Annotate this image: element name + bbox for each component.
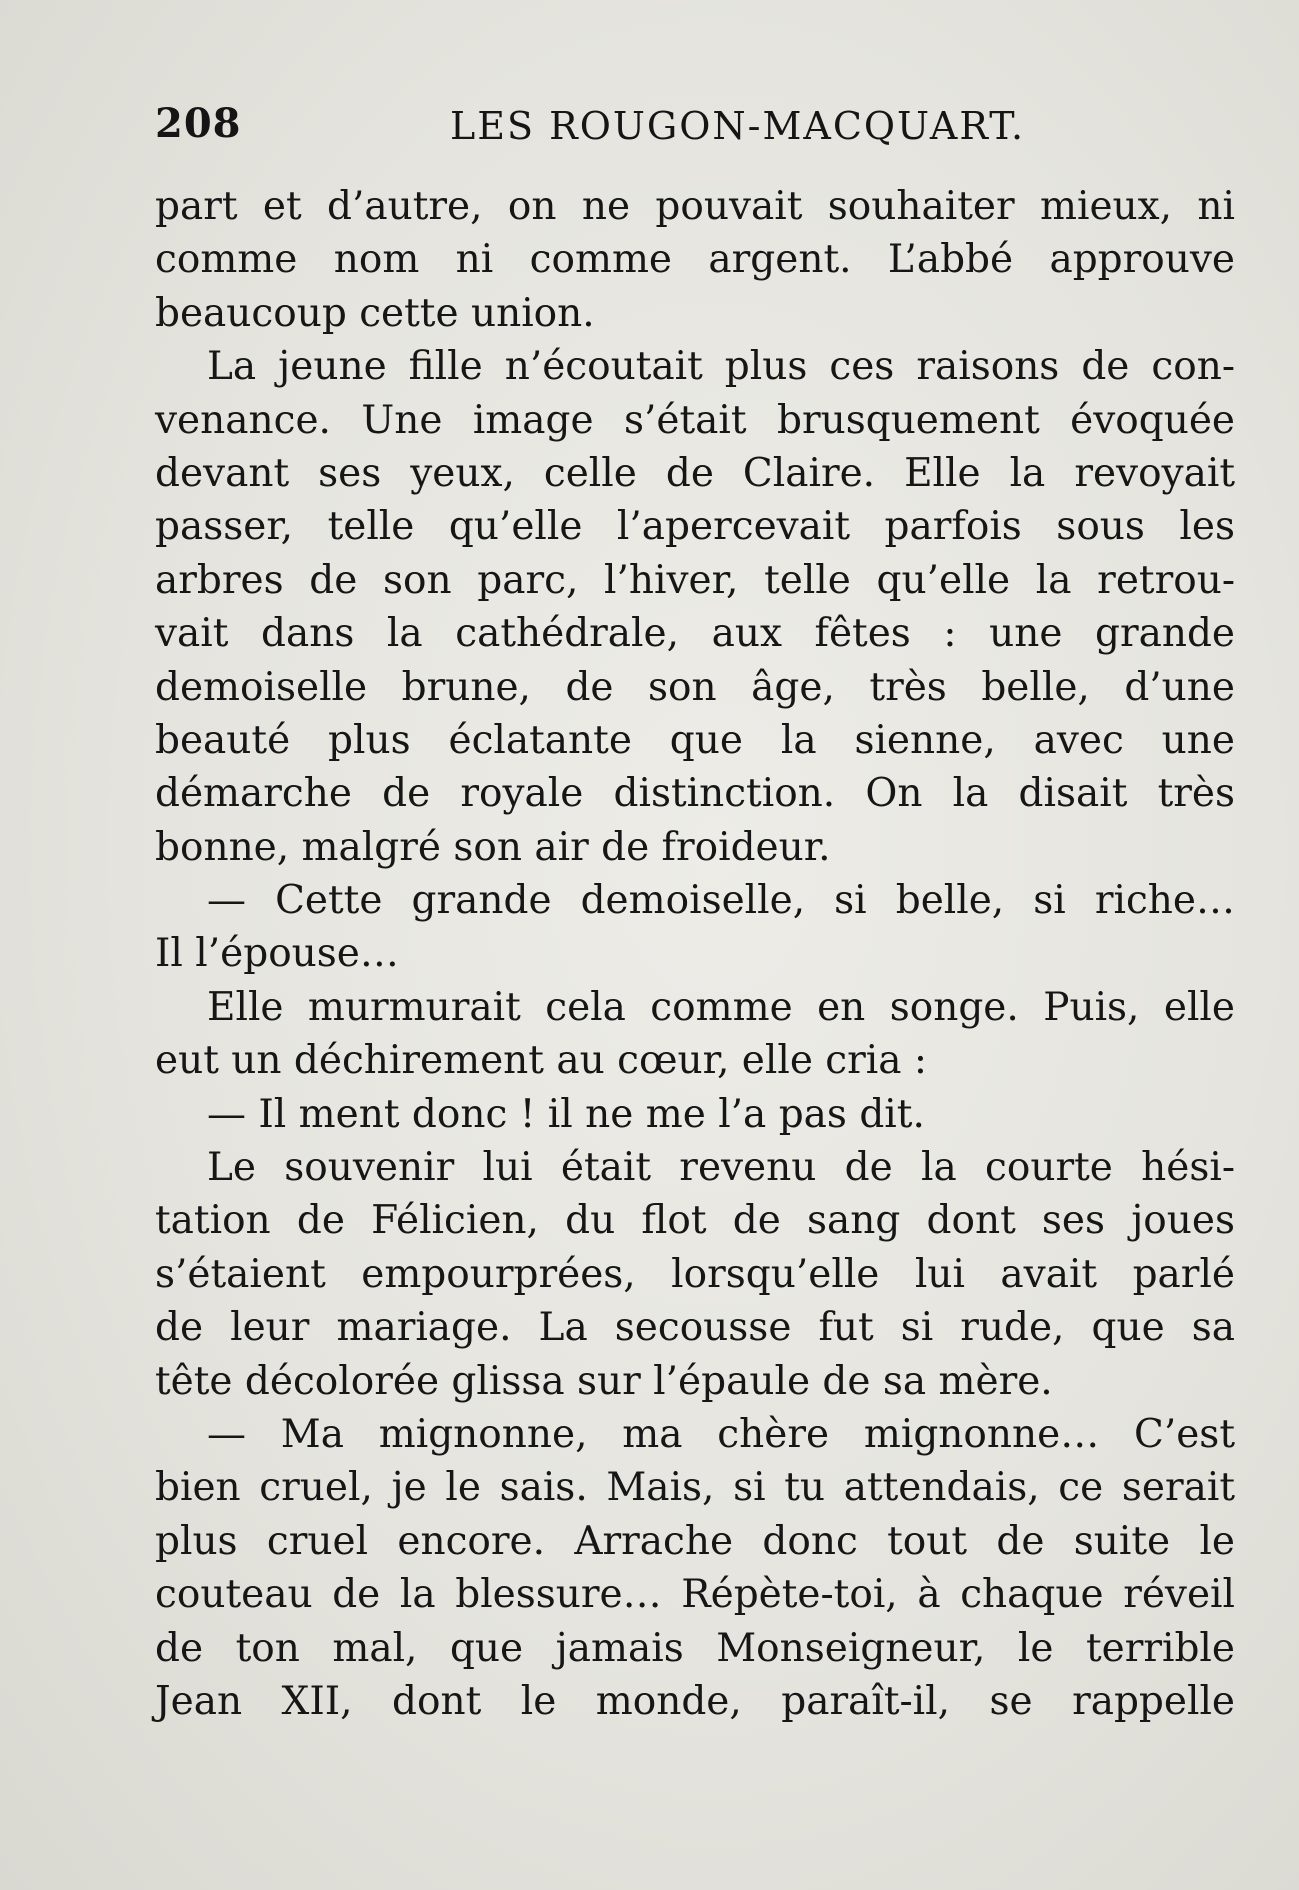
text-line: de leur mariage. La secousse fut si rude, que sa <box>155 1305 1235 1351</box>
text-line: part et d’autre, on ne pouvait souhaiter mieux, ni <box>155 184 1235 229</box>
text-line: — Cette grande demoiselle, si belle, si riche… <box>207 878 1235 924</box>
text-line: couteau de la blessure… Répète-toi, à chaque réveil <box>155 1572 1235 1618</box>
text-line: démarche de royale distinction. On la disait très <box>155 771 1235 817</box>
text-line: tête décolorée glissa sur l’épaule de sa mère. <box>155 1358 1053 1404</box>
text-line: beaucoup cette union. <box>155 290 595 336</box>
page-number: 208 <box>155 100 242 147</box>
text-line: de ton mal, que jamais Monseigneur, le terrible <box>155 1625 1235 1671</box>
text-line: vait dans la cathédrale, aux fêtes : une grande <box>155 611 1235 657</box>
text-line: Elle murmurait cela comme en songe. Puis, elle <box>207 984 1235 1030</box>
text-line: Il l’épouse… <box>155 931 399 977</box>
body-text <box>155 180 1235 1728</box>
text-line: s’étaient empourprées, lorsqu’elle lui avait parlé <box>155 1251 1235 1297</box>
text-line: Jean XII, dont le monde, paraît-il, se rappelle <box>155 1678 1235 1724</box>
text-line: devant ses yeux, celle de Claire. Elle la revoyait <box>155 450 1235 496</box>
text-line: Le souvenir lui était revenu de la courte hési- <box>207 1145 1235 1191</box>
text-line: La jeune fille n’écoutait plus ces raisons de con- <box>207 344 1235 390</box>
text-line: comme nom ni comme argent. L’abbé approuve <box>155 237 1235 283</box>
page-header <box>155 100 1235 160</box>
text-line: venance. Une image s’était brusquement évoquée <box>155 397 1235 443</box>
text-line: eut un déchirement au cœur, elle cria : <box>155 1038 928 1084</box>
text-line: arbres de son parc, l’hiver, telle qu’elle la retrou- <box>155 557 1235 603</box>
text-line: bien cruel, je le sais. Mais, si tu attendais, ce serait <box>155 1465 1235 1511</box>
text-line: — Il ment donc ! il ne me l’a pas dit. <box>207 1091 925 1137</box>
text-line: plus cruel encore. Arrache donc tout de suite le <box>155 1518 1235 1564</box>
text-line: bonne, malgré son air de froideur. <box>155 824 831 870</box>
text-line: — Ma mignonne, ma chère mignonne… C’est <box>207 1411 1235 1457</box>
text-line: demoiselle brune, de son âge, très belle, d’une <box>155 664 1235 710</box>
text-line: tation de Félicien, du flot de sang dont ses joues <box>155 1198 1235 1244</box>
running-head: LES ROUGON-MACQUART. <box>450 104 1026 148</box>
text-line: passer, telle qu’elle l’apercevait parfois sous les <box>155 504 1235 550</box>
text-line: beauté plus éclatante que la sienne, avec une <box>155 717 1235 763</box>
